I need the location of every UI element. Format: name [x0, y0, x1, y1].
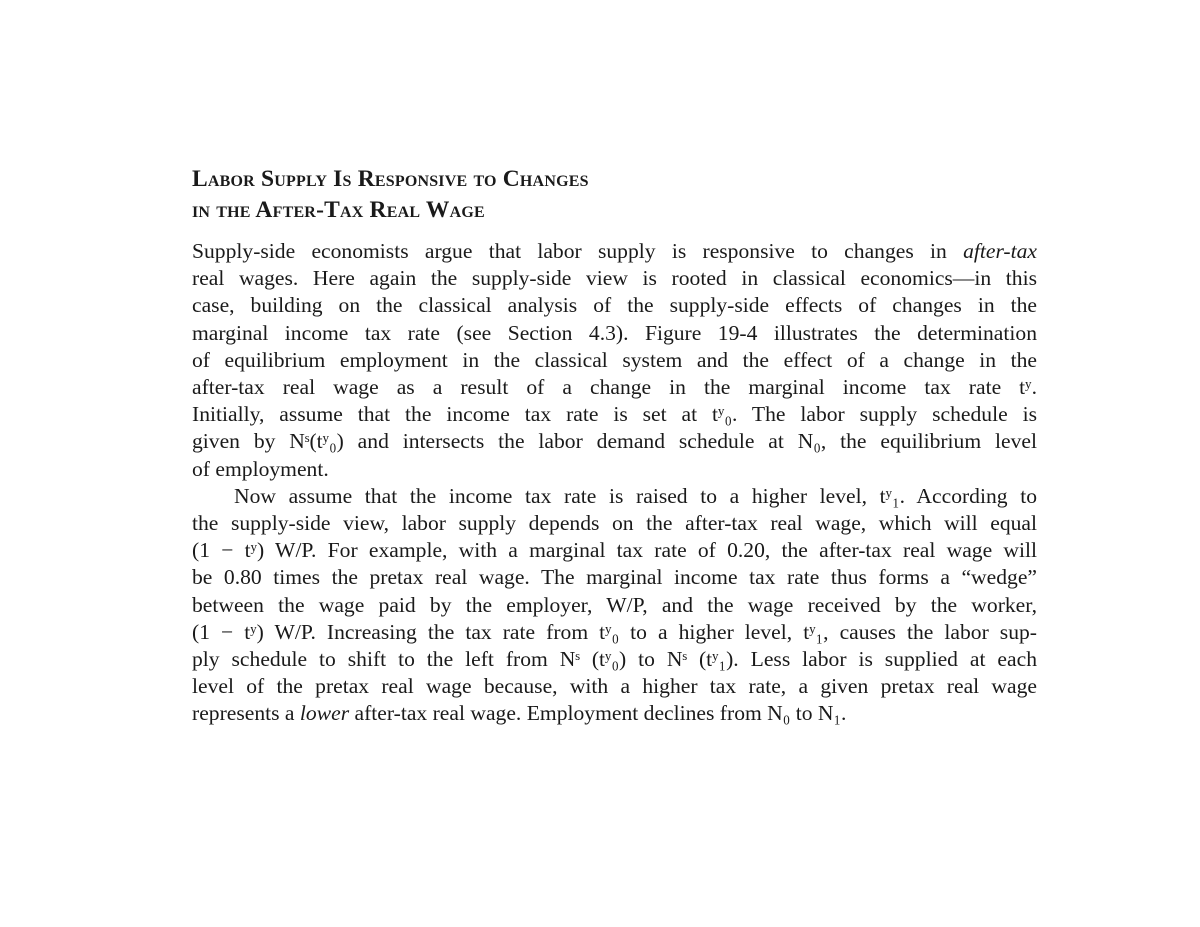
paragraph-1-line-4: marginal income tax rate (see Section 4.3). Figure 19-4 illustrates the determination — [192, 320, 1037, 345]
paragraph-2-line-7: ply schedule to shift to the left from Nˢ (tʸ₀) to Nˢ (tʸ₁). Less labor is supplied at each — [192, 647, 1037, 672]
paragraph-1-line-8: given by Nˢ(tʸ₀) and intersects the labor demand schedule at N₀, the equilibrium level — [192, 429, 1037, 454]
paragraph-2-line-6: (1 − tʸ) W/P. Increasing the tax rate from tʸ₀ to a higher level, tʸ₁, causes the labor sup- — [192, 619, 1037, 644]
document-page — [192, 164, 1037, 728]
paragraph-2-line-1: Now assume that the income tax rate is raised to a higher level, tʸ₁. According to — [234, 483, 1037, 508]
section-heading — [192, 164, 1037, 226]
paragraph-1-line-2: real wages. Here again the supply-side view is rooted in classical economics—in this — [192, 266, 1037, 291]
paragraph-1-line-5: of equilibrium employment in the classical system and the effect of a change in the — [192, 347, 1037, 372]
section-heading-line-1: Labor Supply Is Responsive to Changes — [192, 166, 589, 192]
section-heading-line-2: in the After-Tax Real Wage — [192, 197, 485, 223]
paragraph-2 — [192, 483, 1037, 728]
paragraph-2-line-3: (1 − tʸ) W/P. For example, with a marginal tax rate of 0.20, the after-tax real wage will — [192, 538, 1037, 563]
paragraph-1-line-6: after-tax real wage as a result of a change in the marginal income tax rate tʸ. — [192, 375, 1037, 400]
paragraph-2-line-9: represents a lower after-tax real wage. Employment declines from N₀ to N₁. — [192, 701, 847, 726]
body-text — [192, 238, 1037, 728]
paragraph-1 — [192, 238, 1037, 483]
paragraph-1-line-1: Supply-side economists argue that labor supply is responsive to changes in after-tax — [192, 239, 1037, 263]
paragraph-2-line-2: the supply-side view, labor supply depends on the after-tax real wage, which will equal — [192, 511, 1037, 536]
paragraph-1-line-7: Initially, assume that the income tax rate is set at tʸ₀. The labor supply schedule is — [192, 402, 1037, 427]
paragraph-2-line-8: level of the pretax real wage because, with a higher tax rate, a given pretax real wage — [192, 674, 1037, 699]
emphasis-after-tax: after-tax — [963, 239, 1037, 263]
emphasis-lower: lower — [299, 701, 350, 726]
paragraph-1-line-9: of employment. — [192, 456, 329, 481]
paragraph-2-line-5: between the wage paid by the employer, W/P, and the wage received by the worker, — [192, 592, 1037, 617]
paragraph-2-line-4: be 0.80 times the pretax real wage. The marginal income tax rate thus forms a “wedge” — [192, 565, 1037, 590]
paragraph-1-line-3: case, building on the classical analysis of the supply-side effects of changes in the — [192, 293, 1037, 318]
